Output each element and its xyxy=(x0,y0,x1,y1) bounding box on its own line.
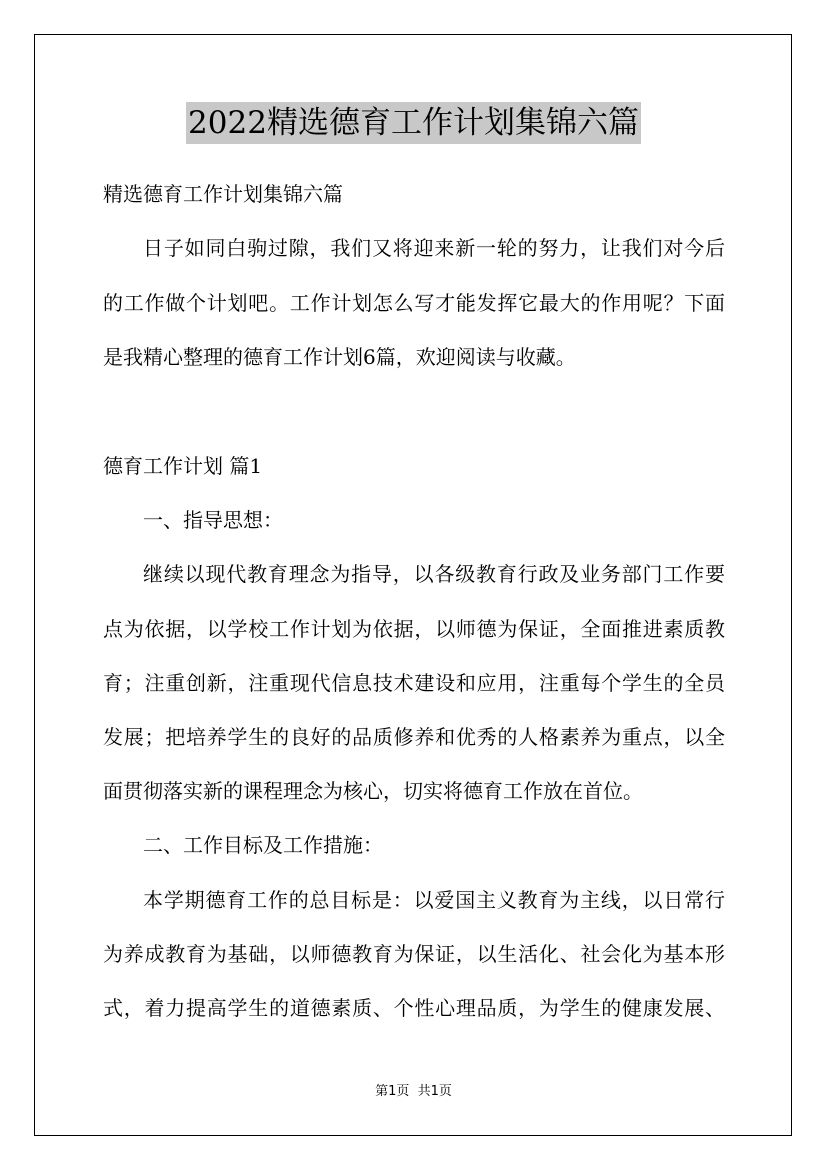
part2-line-1: 本学期德育工作的总目标是：以爱国主义教育为主线，以日常行 xyxy=(143,888,725,912)
intro-line-3: 是我精心整理的德育工作计划6篇，欢迎阅读与收藏。 xyxy=(103,345,576,369)
page-footer xyxy=(0,1083,827,1101)
part1-line-3: 育；注重创新，注重现代信息技术建设和应用，注重每个学生的全员 xyxy=(103,671,725,695)
intro-line-2: 的工作做个计划吧。工作计划怎么写才能发挥它最大的作用呢？下面 xyxy=(103,291,725,315)
part2-line-3: 式，着力提高学生的道德素质、个性心理品质，为学生的健康发展、 xyxy=(103,996,725,1020)
document-subtitle: 精选德育工作计划集锦六篇 xyxy=(103,182,343,206)
page-number: 第1页 共1页 xyxy=(375,1084,452,1099)
part2-heading: 二、工作目标及工作措施： xyxy=(143,833,383,857)
part1-line-4: 发展；把培养学生的良好的品质修养和优秀的人格素养为重点，以全 xyxy=(103,725,725,749)
section-heading: 德育工作计划 篇1 xyxy=(103,454,263,478)
intro-line-1: 日子如同白驹过隙，我们又将迎来新一轮的努力，让我们对今后 xyxy=(143,236,725,260)
part1-line-2: 点为依据，以学校工作计划为依据，以师德为保证，全面推进素质教 xyxy=(103,617,725,641)
part1-line-1: 继续以现代教育理念为指导，以各级教育行政及业务部门工作要 xyxy=(143,562,725,586)
part1-heading: 一、指导思想： xyxy=(143,508,283,532)
title-container xyxy=(0,102,827,144)
part2-line-2: 为养成教育为基础，以师德教育为保证，以生活化、社会化为基本形 xyxy=(103,942,725,966)
document-title: 2022精选德育工作计划集锦六篇 xyxy=(186,102,641,144)
document-body xyxy=(103,180,725,1050)
part1-line-5: 面贯彻落实新的课程理念为核心，切实将德育工作放在首位。 xyxy=(103,779,643,803)
